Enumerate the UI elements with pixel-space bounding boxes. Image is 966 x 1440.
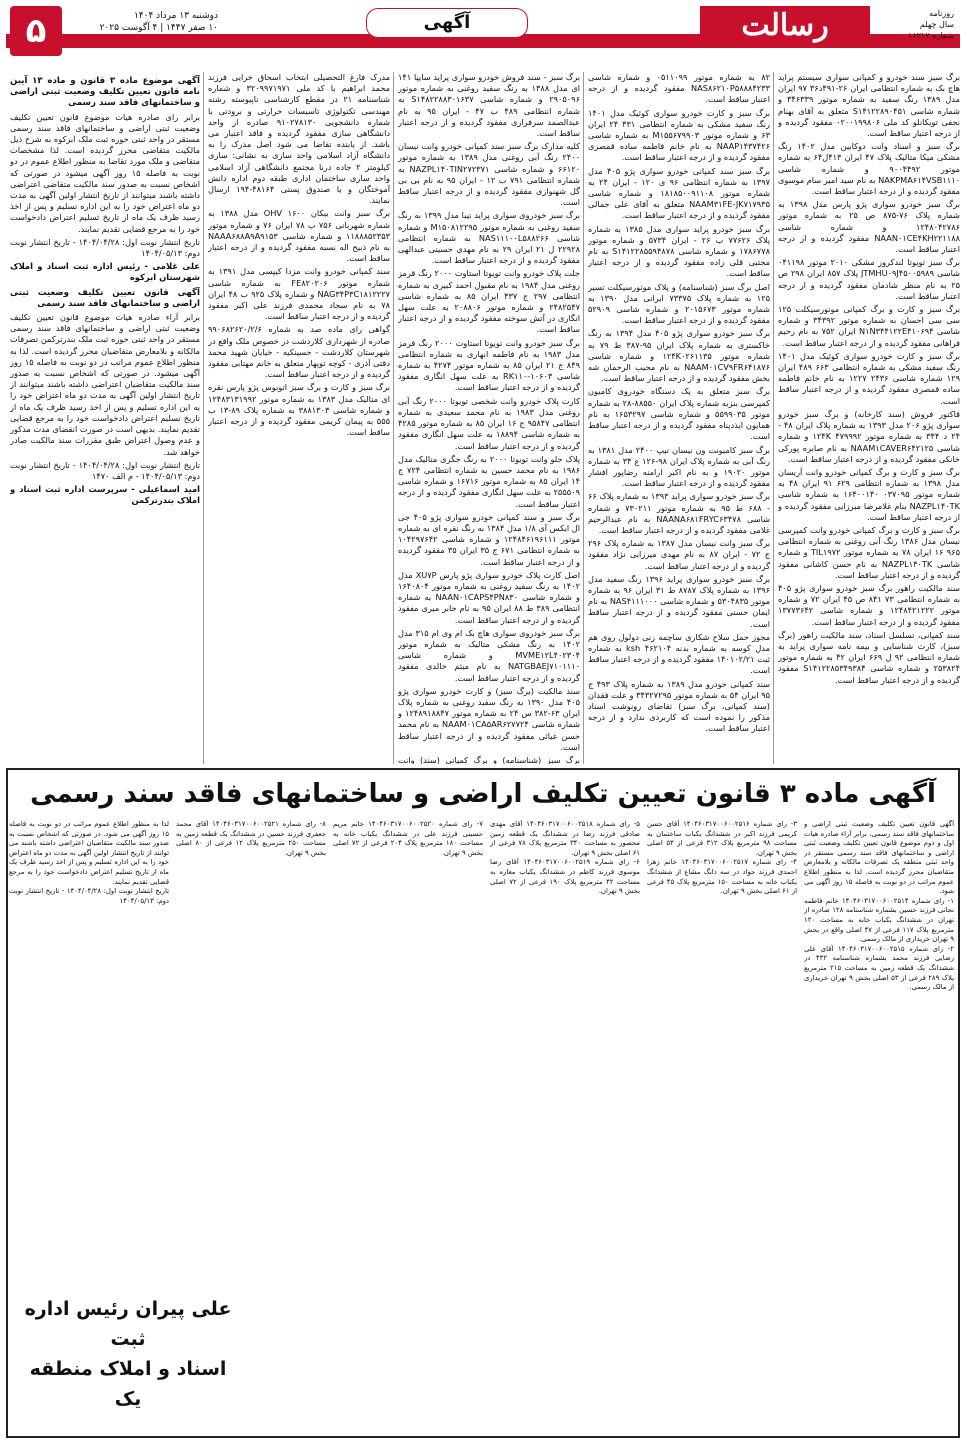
classified-ad: برگ سبز و کارت و برگ کمپانی خودرو وانت کمپرسی نیسان مدل ۱۳۸۶ رنگ آبی روغنی به شماره انتظامی ۹۶۵ ۱۶ ایران ۷۸ به شماره موتور TIL۱۹۷۲ و شماره شاسی NAZPL۱۴۰TK به نام حسن کاشانی مفقود گردیده و از درجه اعتبار ساقط است. [778, 524, 960, 580]
masthead [6, 4, 960, 66]
legal-notice-column [804, 820, 954, 1432]
classified-ad: ۸۲ به شماره موتور ۰۵۱۱۰۹۹ و شماره شاسی NAS۸۶۲۱۰P۵۸۸۸۴۲۳۳ مفقود گردیده و از درجه اعتبار ساقط است. [588, 72, 770, 105]
classified-ad: برگ سبز خودرو سواری پراید ۱۳۹۶ رنگ سفید مدل ۱۳۹۶ به شماره پلاک ۸۷۸۷ ط ۳۱ ایران ۹۶ به شماره موتور ۵۳۰۴۸۳۵ و شماره شاسی NAS۴۱۱۱۰۰۰ به نام ایمان حسنی مفقود گردیده و از درجه اعتبار ساقط است. [588, 573, 770, 629]
legal-notice-footer: لذا به منظور اطلاع عموم مراتب در دو نوبت به فاصله ۱۵ روز آگهی می شود. در صورتی که اشخاص نسبت به صدور سند مالکیت متقاضیان اعتراضی داشته باشند می توانند از تاریخ انتشار اولین آگهی به مدت دو ماه اعتراض خود را به این اداره تسلیم و پس از اخذ رسید ظرف یک ماه از تاریخ تسلیم اعتراض دادخواست خود را به مرجع قضایی تقدیم نمایند. [9, 820, 169, 886]
newspaper-logo: رسالت [700, 6, 870, 46]
legal-notice-intro: آگهی قانون تعیین تکلیف وضعیت ثبتی اراضی و ساختمانهای فاقد سند رسمی، برابر آراء صادره هیات اول و دوم موضوع قانون تعیین تکلیف وضعیت ثبتی اراضی و ساختمانهای فاقد سند رسمی مستقر در واحد ثبتی منطقه یک تصرفات مالکانه و بلامعارض متقاضیان محرز گردیده است. لذا به منظور اطلاع عموم مراتب در دو نوبت به فاصله ۱۵ روز آگهی می شود. [804, 820, 954, 896]
date-line-1: دوشنبه ۱۳ مرداد ۱۴۰۴ [133, 11, 218, 21]
classified-ad: برگ سبز سند خودرو و کمپانی سواری سیستم پراید هاچ بک به شماره انتظامی ایران ۲۶-۴۹۱د۳۶ ۹۷ ایران مدل ۱۳۸۹ رنگ سفید به شماره موتور ۳۴۶۳۳۹ و شماره شاسی S۱۴۱۲۲۸۹۰۴۵۱ متعلق به آقای بهنام نجفی تویکانلو کد ملی ۰۲۰۰۱۹۹۸۰۶ مفقود گردیده و از درجه اعتبار ساقط است. [778, 72, 960, 139]
section-title: آگهی [366, 8, 528, 38]
column-4 [208, 72, 390, 764]
legal-notice-entry: ۸- رای شماره ۱۴۰۴۶۰۳۱۷۰۰۶۰۰۲۵۲۱ آقای محمد جعفری فرزند حسین در ششدانگ یک قطعه زمین به مساحت ۲۵۰ مترمربع پلاک ۱۲ فرعی از ۸۰ اصلی بخش ۹ تهران. [176, 820, 326, 857]
column-2 [588, 72, 770, 764]
classified-ad: برگ سبز سند کمپانی خودرو سواری پژو ۴۰۵ مدل ۱۳۹۷ به شماره انتظامی ۹۶ ی ۱۲۰ - ایران ۲۴ به شماره موتور ۱۸۱۸۵۰۰۹۱۱۰۸ و شماره شاسی NAAM۳۱FE-JK۷۱۷۹۳۵ متعلق به آقای علی جمالی مفقود گردیده و از درجه اعتبار ساقط است. [588, 165, 770, 221]
signature-line-1: علی پیران رئیس اداره ثبت [24, 1298, 232, 1350]
classified-ad: قاکتور فروش (سند کارخانه) و برگ سبز خودرو سواری پژو ۲۰۶ مدل ۱۳۹۳ به شماره پلاک ایران ۴۸ - ۲۴ د ۳۴۴ به شماره موتور ۴۷۹۹۹۲ ۱۲۴K و شماره شاسی NAAM۱CAVER۶۴۲۱۲۵ به نام صابره پورکی خانکی مفقود گردیده و از درجه اعتبار ساقط است. [778, 408, 960, 464]
legal-notice-column [647, 820, 797, 1432]
classified-ad: برگ سبز - سند فروش خودرو سواری پراید سایپا ۱۴۱ ای مدل ۱۳۸۸ به رنگ سفید روغنی به شماره موتور ۲۹۰۵۰۹۶ و شماره شاسی S۱۴۸۲۲۸۸۳۰۱۶۳۷ به شماره انتظامی ۴۸۹ ب ۴۷ - ایران ۹۵ به نام عبدالصمد سرفرازی مفقود گردیده و از درجه اعتبار ساقط است. [398, 72, 580, 139]
classified-ad: کارت پلاک خودرو وانت شخصی تویوتا ۲۰۰۰ رنگ آبی روغنی مدل ۱۹۸۳ به نام محمد سعیدی به شماره انتظامی ۹۵۸۴۷ ج ۱۶ ایران ۸۵ به شماره موتور ۴۲۸۵ به شماره شاسی ۱۸۸۹۴ به علت سهل انگاری مفقود گردیده و از درجه اعتبار ساقط است. [398, 395, 580, 451]
classifieds-area [6, 72, 960, 764]
classified-ad: برگ سبز و سند کمپانی خودرو سواری پژو ۴۰۵ جی ال ایکس آی ۱/۸ مدل ۱۳۸۴ به رنگ نقره ای به شماره موتور ۱۲۴۸۴۶۱۹۶۱۱۱ و شماره شاسی ۱۰۴۲۹۷۶۴۲ به شماره انتظامی ۶۷۱ ج ۳۵ ایران ۳۵ مفقود گردیده و از درجه اعتبار ساقط است. [398, 511, 580, 567]
column-divider [583, 72, 584, 764]
notice-body: برابر آراء صادره هیات موضوع قانون تعیین تکلیف وضعیت ثبتی اراضی و ساختمانهای فاقد سند رسمی مستقر در واحد ثبتی حوزه ثبت ملک بندرترکمن تصرفات مالکانه و بلامعارض متقاضیان محرز گردیده است. لذا به منظور اطلاع عموم مراتب در دو نوبت به فاصله ۱۵ روز آگهی میشود. در صورتی که اشخاص نسبت به صدور سند مالکیت متقاضیان اعتراضی داشته باشند میتوانند از تاریخ انتشار اولین آگهی به مدت دو ماه اعتراض خود را به این اداره تسلیم و پس از اخذ رسید ظرف یک ماه از تاریخ تسلیم اعتراض دادخواست خود را به مرجع قضایی تقدیم نمایند. بدیهی است در صورت انقضای مدت مذکور و عدم وصول اعتراض طبق مقررات سند مالکیت صادر خواهد شد. [10, 312, 200, 457]
classified-ad: برگ سبز کامیونت ون نیسان تیپ ۲۴۰۰ مدل ۱۳۸۱ به رنگ آبی به شماره پلاک ایران ۹۸-۱۲۶ ع ۳۴ به شماره موتور ۱۹۰۲۰ و به نام اکبر ارامنه رضاپور افشار مفقود گردیده و از درجه اعتبار ساقط است. [588, 444, 770, 489]
classified-ad: برگ سبز خودرو سواری پژو پارس مدل ۱۳۹۸ به شماره پلاک ۷۶-۸۷۵ ص ۲۵ به شماره موتور ۱۲۴۸۰۴۲۷۸۶ و شماره شاسی NAAN۰۱CE۴KH۲۲۱۱۸۸ مفقود گردیده و از درجه اعتبار ساقط است. [778, 199, 960, 255]
classified-ad: برگ سبز خودرو وانت تویوتا استاوت ۲۰۰۰ رنگ قرمز مدل ۱۹۸۳ به نام فاطمه انهاری به شماره انتظامی ۸۴۹ ج ۲۱ ایران ۸۵ به شماره موتور ۴۲۷۴ به شماره شاسی RK۱۱۰-۱۰۶۰۳ به علت سهل انگاری مفقود گردیده و از درجه اعتبار ساقط است. [398, 337, 580, 393]
legal-notice-entry: ۲- رای شماره ۱۴۰۴۶۰۳۱۷۰۰۶۰۰۲۵۱۵ آقای علی رضایی فرزند محمد بشماره شناسنامه ۴۳۲ در ششدانگ یک قطعه زمین به مساحت ۲۱۵ مترمربع پلاک ۲۸۹ فرعی از ۵۳ اصلی بخش ۹ تهران خریداری از مالک رسمی. [804, 944, 954, 992]
classified-ad: سند کمپانی، تسلسل اسناد، سند مالکیت راهور (برگ سبز)، کارت شناسایی و بیمه نامه سواری پراید به شماره انتظامی ۹۲ ل ۶۶۹ ایران ۴۲ به شماره موتور ۲۵۳۸۲۴ و شماره شاسی S۱۴۱۲۲۸۵۳۴۹۳۸۴ مفقود گردیده و از درجه اعتبار ساقط است. [778, 629, 960, 685]
classified-ad: برگ سبز و کارت و برگ سبز اتوبوس پژو پارس نقره ای متالیک مدل ۱۳۸۳ به شماره موتور ۱۲۴۸۳۱۳۱۹۹۲ و شماره شاسی ۳۸۸۱۳۰۳ به شماره پلاک ۸۹-۱۳ ب ۵۵۵ به پیمان کریمی مفقود گردیده و از درجه اعتبار ساقط است. [208, 382, 390, 438]
legal-notice-dates: تاریخ انتشار نوبت اول: ۱۴۰۴/۰۴/۲۸ - تاریخ انتشار نوبت دوم: ۱۴۰۴/۰۵/۱۳ [9, 887, 169, 905]
classified-ad: برگ سبز خودرو سواری پژو ۴۰۵ مدل ۱۳۹۴ به رنگ خاکستری به شماره پلاک ایران ۹۵-۳۸۷ ط ۷۹ به شماره موتور ۱۲۴K۰۲۶۱۱۳۵ و شماره شاسی NAAM۰۱CV۹FR۶۴۱۸۷۶ به نام مجیب الرحمان شه بخش مفقود گردیده و از درجه اعتبار ساقط است. [588, 328, 770, 384]
legal-notice-column [490, 820, 640, 1432]
legal-notice-title: آگهی ماده ۳ قانون تعیین تکلیف اراضی و ساختمانهای فاقد سند رسمی [30, 779, 936, 809]
classified-ad: مدرک فارغ التحصیلی ابتخاب اسحاق خرایی فرزند محمد ابراهیم با کد ملی ۳۲۰۹۹۷۱۹۷۱ و شماره شناسنامه ۲۱ در مقطع کارشناسی ناپیوسته رشته مهندسی تکنولوژی تاسیسات حرارتی و برودتی با شماره دانشجویی ۹۱۰۲۷۸۱۳۰ صادره از واحد دانشگاهی سازی مفقود گردیده و فاقد اعتبار می باشد. از یابنده تقاضا می شود اصل مدرک را به دانشگاه آزاد اسلامی واحد سازی به نشانی: سازی کیلومتر ۲ جاده درنا مجتمع دانشگاهی آزاد اسلامی واحد سازی ساختمان اداری طبقه دوم اداره دانش آموختگان و یا صندوق پستی ۴۸۱۶۴-۱۹۴ ارسال نمایند. [208, 72, 390, 206]
classified-ad: برگ سبز خودرو پراید سواری مدل ۱۳۸۵ به شماره پلاک ۷۷۶۲۶ ب ۲۶ - ایران ۵۷۳۴ و شماره موتور ۱۷۸۶۷۷۸ و شماره شاسی S۱۴۱۲۲۸۵۵۹۴۸۷۸ به نام مجتبی قلی زاده مفقود گردیده و از درجه اعتبار ساقط است. [588, 223, 770, 279]
issue-date [68, 10, 218, 34]
classified-ad: برگ سبز خودروی سواری هاچ بک ام وی ام ۳۱۵ مدل ۱۴۰۲ به رنگ مشکی متالیک به شماره موتور MVME۱۲L۴۰۲۳۰۴ و شماره شاسی NATGBAEJ۷۱۰۱۱۱۰ به نام میثم خالدی مفقود گردیده و از درجه اعتبار ساقط است. [398, 627, 580, 683]
signature-line-2: اسناد و املاک منطقه یک [29, 1358, 227, 1410]
legal-notice-entry: ۴- رای شماره ۱۴۰۴۶۰۳۱۷۰۰۶۰۰۲۵۱۷ خانم زهرا احمدی فرزند جواد در سه دانگ مشاع از ششدانگ یکباب خانه به مساحت ۱۵۰ مترمربع پلاک ۴۵ فرعی از ۶۱ اصلی بخش ۹ تهران. [647, 858, 797, 896]
legal-notice-signature [18, 1294, 238, 1414]
classified-ad: جلت پلاک خودرو وانت تویوتا استاوت ۲۰۰۰ رنگ قرمز روغنی مدل ۱۹۸۴ به نام مقبول احمد کبیری به شماره انتظامی ۲۹۷ ج ۴۳۷ ایران ۸۵ به شماره شاسی ۲۴۸۲۵۴۷ و شماره موتور ۲۰۸۸۰۶ به علت سهل انگاری در آتش سوخته مفقود گردیده و از درجه اعتبار ساقط است. [398, 268, 580, 335]
classified-ad: برگ سبز وانت نیسان مدل ۱۳۸۷ به شماره پلاک ۲۹۶ ج ۷۲ - ایران ۸۷ به نام مهدی میرزایی نژاد مفقود گردیده و از درجه اعتبار ساقط است. [588, 538, 770, 571]
date-line-2: ۱۰ صفر ۱۴۴۷ | ۴ آگوست ۲۰۲۵ [99, 23, 218, 33]
classified-ad: برگ سبز و کارت خودرو سواری کوئیک مدل ۱۴۰۱ رنگ سفید مشکی به شماره انتظامی ۶۶۳ ۴۸۹ ایران ۱۲۹ شماره شاسی ۲۴۳۶ ۱۲۲۷ به نام خانم فاطمه ساده قمصری مفقود گردیده و از درجه اعتبار ساقط است. [778, 350, 960, 406]
classified-ad: سند کمپانی خودرو مدل ۱۳۸۹ به شماره پلاک ۴۹۳ ج ۹۵ ایران ۵۴ به شماره موتور ۳۴۳۲۷۲۹۵ و علت فقدان (سند کمپانی، برگ سبز) تقاضای رونوشت اسناد مذکور را نموده است که کاربردی ندارد و از درجه اعتبار ساقط است. [588, 678, 770, 734]
column-5 [10, 72, 200, 764]
column-divider [203, 72, 204, 764]
legal-notice-box [6, 768, 960, 1438]
column-1 [778, 72, 960, 764]
classified-ad: اصل کارت پلاک خودرو سواری پژو پارس XU۷P مدل ۱۴۰۲ به رنگ سفید روغنی به شماره موتور ۱۶۴۰۸۰۴ و شماره شاسی NAAN۰۱CAPS۴PN۸۳۰ به شماره انتظامی ۳۸۹ ط ۸۸ ایران ۹۵ به نام جابر میری مفقود گردیده و از درجه اعتبار ساقط است. [398, 569, 580, 625]
legal-notice-column [333, 820, 483, 1432]
issue-label: شماره ۱۱۲۱۷ [908, 31, 954, 40]
classified-ad: برگ سبز و کارت و برگ کمپانی خودرو وانت آریسان مدل ۱۳۹۸ به شماره انتظامی ۶۲۹ ۹۱ ایران ۴۸ به شماره موتور ۰۳۷۰۹۵ ۱۶۴۰۰۱۴۰ به شماره شاسی NAZPL۱۴۰TK بنام غلامرضا میرزایی مفقود گردیده و از درجه اعتبار ساقط است. [778, 466, 960, 522]
classified-ad: سند مالکیت راهور برگ سبز خودرو سواری پژو ۴۰۵ به شماره انتظامی ۷۳ ۸۴۱ ص ۴۵ ایران ۷۲ و شماره موتور ۱۲۴۸۴۲۱۲۲۲ و شماره شاسی ۱۳۷۷۳۶۴۲ مفقود گردیده و از درجه اعتبار ساقط است. [778, 582, 960, 627]
classified-ad: برگ سبز و کارت خودرو سواری کوئیک مدل ۱۴۰۱ رنگ سفید مشکی به شماره انتظامی ۴۳۱ ۲۴ ایران ۶۳ و شماره موتور M۱۵۵۶۷۹۹۰۳ به شماره شاسی NAAP۱۴۳۷۴۲۶ به نام خانم فاطمه ساده قمصری مفقود گردیده و از درجه اعتبار ساقط است. [588, 107, 770, 163]
legal-notice-entry: ۳- رای شماره ۱۴۰۴۶۰۳۱۷۰۰۶۰۰۲۵۱۶ آقای حسن کریمی فرزند اکبر در ششدانگ یکباب ساختمان به مساحت ۹۸ مترمربع پلاک ۳۱۲ فرعی از ۵۳ اصلی بخش ۹ تهران. [647, 820, 797, 857]
classified-ad: برگ سبز خودروی سواری پراید تیبا مدل ۱۳۹۹ به رنگ سفید روغنی به شماره موتور M۱۵۰۸۱۲۲۹۵ و شماره شاسی NAS۱۱۱۰۰L۵۸۸۲۶۶ به شماره انتظامی ۲۲۹۲۸ ل ۲۱ ایران ۲۹ به نام مهدی حسینی عبدالهی مفقود گردیده و از درجه اعتبار ساقط است. [398, 210, 580, 266]
org-name: روزنامه [929, 9, 954, 18]
column-3 [398, 72, 580, 764]
classified-ad: برگ سبز و اسناد وانت دوکابین مدل ۱۴۰۲ رنگ مشکی میکا متالیک پلاک ۴۷ ایران ۴۱۳ل۶۴ به شماره موتور ۹۰۰۴۴۹۲ و شماره شاسی NAKPMA۶۱۴VSB۱۱۱۰ به نام سید امیر سام موسوی مفقود گردیده و از درجه اعتبار ساقط است. [778, 141, 960, 197]
notice-body: برابر رای صادره هیات موضوع قانون تعیین تکلیف وضعیت ثبتی اراضی و ساختمانهای فاقد سند رسمی مستقر در واحد ثبتی حوزه ثبت ملک ابرکوه به شرح ذیل مالکیت متقاضی محرز گردیده است. لذا مشخصات متقاضی و ملک مورد تقاضا به منظور اطلاع عموم در دو نوبت به فاصله ۱۵ روز آگهی میشود در صورتی که اشخاص نسبت به صدور سند مالکیت متقاضی اعتراضی داشته باشند میتوانند از تاریخ انتشار اولین آگهی به مدت دو ماه اعتراض خود را به این اداره تسلیم و پس از اخذ رسید ظرف یک ماه از تاریخ تسلیم اعتراض دادخواست خود را به مرجع قضایی تقدیم نمایند. [10, 111, 200, 234]
classified-ad: برگ سبز (شناسنامه) و برگ کمپانی (سند) وانت [398, 754, 580, 764]
notice-dates: تاریخ انتشار نوبت اول: ۱۴۰۴/۰۴/۲۸ - تاریخ انتشار نوبت دوم: ۱۴۰۴/۰۵/۱۳ - م الف ۱۴۷۰ [10, 459, 200, 481]
notice-signature: امید اسماعیلی - سرپرست اداره ثبت اسناد و املاک بندرترکمن [10, 484, 200, 506]
notice-title: آگهی قانون تعیین تکلیف وضعیت ثبتی اراضی و ساختمانهای فاقد سند رسمی [10, 287, 200, 309]
notice-title: آگهی موضوع ماده ۳ قانون و ماده ۱۳ آیین نامه قانون تعیین تکلیف وضعیت ثبتی اراضی و ساختمانهای فاقد سند رسمی [10, 76, 200, 109]
classified-ad: سند مالکیت (برگ سبز) و کارت خودرو سواری پژو ۴۰۵ مدل ۱۳۹۰ به رنگ سفید روغنی به شماره پلاک ایران ۶۳-۳۸۲ س ۲۴ به شماره موتور ۱۲۴۸۹۱۸۸۴۷ و شماره شاسی NAAM۰۱CA۵AR۶۲۷۷۲۴ به نام محمد حسن غیاثی مفقود گردیده و از درجه اعتبار ساقط است. [398, 685, 580, 752]
legal-notice-entry: ۱- رای شماره ۱۴۰۴۶۰۳۱۷۰۰۶۰۰۲۵۱۴ خانم فاطمه نجاتی فرزند حسین بشماره شناسنامه ۱۲۸ صادره از تهران در ششدانگ یکباب خانه به مساحت ۱۲۰ مترمربع پلاک ۱۱۷ فرعی از ۴۷ اصلی واقع در بخش ۹ تهران خریداری از مالک رسمی. [804, 896, 954, 944]
classified-ad: سند کمپانی خودرو وانت مزدا کیپسی مدل ۱۳۹۱ به شماره موتور FE۸۲۰۲۰۶ به شماره شاسی NAG۳۴P۳C۱۸۱۲۲۲۷ و شماره پلاک ۹۲۵ ب ۴۸ ایران ۷۸ به نام سجاد محمدی فرزند علی اکبر مفقود گردیده و از درجه اعتبار ساقط است. [208, 266, 390, 322]
legal-notice-entry: ۵- رای شماره ۱۴۰۴۶۰۳۱۷۰۰۶۰۰۲۵۱۸ آقای مهدی صادقی فرزند رضا در ششدانگ یک قطعه زمین محصور به مساحت ۳۴۰ مترمربع پلاک ۷۸ فرعی از ۶۱ اصلی بخش ۹ تهران. [490, 820, 640, 857]
classified-ad: برگ سبز متعلق به یک دستگاه خودروی کامیون کمپرسی بنزبه شماره پلاک ایران ۸۸۵۵۰-۲۸ به شماره موتور ۵۵۹۹۰۳۵ و شماره شاسی ۱۶۵۳۲۹۷ به نام همایون ایذدپناه مفقود گردیده و از درجه اعتبار ساقط است. [588, 386, 770, 442]
classified-ad: برگ سبز تویوتا لندکروز مشکی ۲۰۱۰ موتور ۰۴۱۱۹۸ شاسی JTMHU۰۹J۴۵۰۰۵۹۸۹ پلاک ۸۵۷ ایران ۲۹۸ ص ۲۵ به نام منظر شادمان مفقود گردیده و از درجه اعتبار ساقط است. [778, 257, 960, 301]
legal-notice-entry: ۷- رای شماره ۱۴۰۴۶۰۳۱۷۰۰۶۰۰۲۵۲۰ خانم مریم حسینی فرزند علی در ششدانگ یکباب خانه به مساحت ۱۸۰ مترمربع پلاک ۲۰۴ فرعی از ۷۲ اصلی بخش ۹ تهران. [333, 820, 483, 857]
classified-ad: کلیه مدارک برگ سبز سند کمپانی خودرو وانت نیسان ۲۴۰۰ رنگ آبی روغنی مدل ۱۳۸۹ به شماره موتور ۶۶۱۲۰ و شماره شاسی NAZPL۱۴۰TIN۲۷۲۳۷۱ به شماره انتظامی ۷۹۱ ب ۱۲ - ایران ۹۵ به نام بی بی گل شهنوازی مفقود گردیده و از درجه اعتبار ساقط است. [398, 141, 580, 208]
classified-ad: پلاک جلو وانت تویوتا ۲۰۰۰ به رنگ جگری متالیک مدل ۱۹۸۶ به نام محمد حسین به شماره انتظامی ۷۲۴ ج ۱۴ ایران ۸۵ به شماره موتور ۱۶۷۱۶ و شماره شاسی ۲۵۵۵۰۹ به علت سهل انگاری مفقود گردیده و از درجه اعتبار ساقط است. [398, 453, 580, 509]
notice-signature: علی غلامی - رئیس اداره ثبت اسناد و املاک شهرستان ابرکوه [10, 261, 200, 283]
classified-ad: برگ سبز و کارت و برگ کمپانی موتورسیکلت ۱۲۵ سی سی احسان به شماره موتور ۳۴۳۹۲ و شماره شاسی N۱N۳۴۴۱۲۲E۴۱۰۶۹۴ ایران ۷۵۲ به نام رحیم فراهانی مفقود گردیده و از درجه اعتبار ساقط است. [778, 304, 960, 348]
legal-notice-columns [9, 820, 954, 1432]
classified-ad: برگ سبز وانت بیکان ۱۶۰۰ OHV مدل ۱۳۸۸ به شماره شهربانی ۷۵۶ ب ۷۸ ایران ۷۶ و شماره موتور ۱۱۸۸۸۵۲۳۵۳ و شماره شاسی NAAA۶۸۸A۹A۹۱۵۳ به نام ذبیح اله نسبه مفقود گردیده و از درجه اعتبار ساقط است. [208, 208, 390, 264]
year-label: سال چهلم [919, 20, 954, 29]
classified-ad: مجوز حمل سلاح شکاری ساچمه زنی دولول روی هم مدل کوسه به شماره بدنه ۴۶۲۱۰۴ ksh به شماره ثبت ۱۴۰۱۰۲/۲۱ مفقود گردیده و از درجه اعتبار ساقط است. [588, 631, 770, 676]
notice-dates: تاریخ انتشار نوبت اول: ۱۴۰۴/۰۴/۲۸ - تاریخ انتشار نوبت دوم: ۱۴۰۴/۰۵/۱۳ [10, 236, 200, 259]
legal-notice-entry: ۶- رای شماره ۱۴۰۴۶۰۳۱۷۰۰۶۰۰۲۵۱۹ آقای رضا موسوی فرزند کاظم در ششدانگ یکباب مغازه به مساحت ۴۲ مترمربع پلاک ۱۹۰ فرعی از ۷۲ اصلی بخش ۹ تهران. [490, 858, 640, 896]
issue-meta [874, 8, 954, 41]
page-number: ۵ [10, 6, 62, 56]
column-divider [773, 72, 774, 764]
column-divider [393, 72, 394, 764]
classified-ad: گواهی رای ماده صد به شماره ۹۹۰۶۸۲۶۲۰/۲/۶ صادره از شهرداری کلاردشت در خصوص ملک واقع در شهرستان کلاردشت - حسینکیه - خیابان شهید محمد دقتی آذری - کوچه توپهار متعلق به خانم مهتابی مفقود گردیده و از درجه اعتبار ساقط است. [208, 324, 390, 380]
classified-ad: برگ سبز خودرو سواری پراید ۱۳۹۳ به شماره پلاک ۶۶ - ۶۸۸ ط ۹۵ به شماره موتور ۷۳۰۲۱۱ و شماره شاسی NAANA۶۸۱FRYC۶۳۴۷۸ به نام عبدالرحیم غلامی مفقود گردیده و از درجه اعتبار ساقط است. [588, 491, 770, 535]
classified-ad: اصل برگ سبز (شناسنامه) و پلاک موتورسیکلت تسیر ۱۲۵ به شماره پلاک ۷۳۳۷۵ ایرانی مدل ۱۳۹۰ به شماره موتور ۲۰۱۵۶۷۳ و شماره شاسی ۵۲۹۰۹ مفقود گردیده و از درجه اعتبار ساقط است. [588, 281, 770, 326]
